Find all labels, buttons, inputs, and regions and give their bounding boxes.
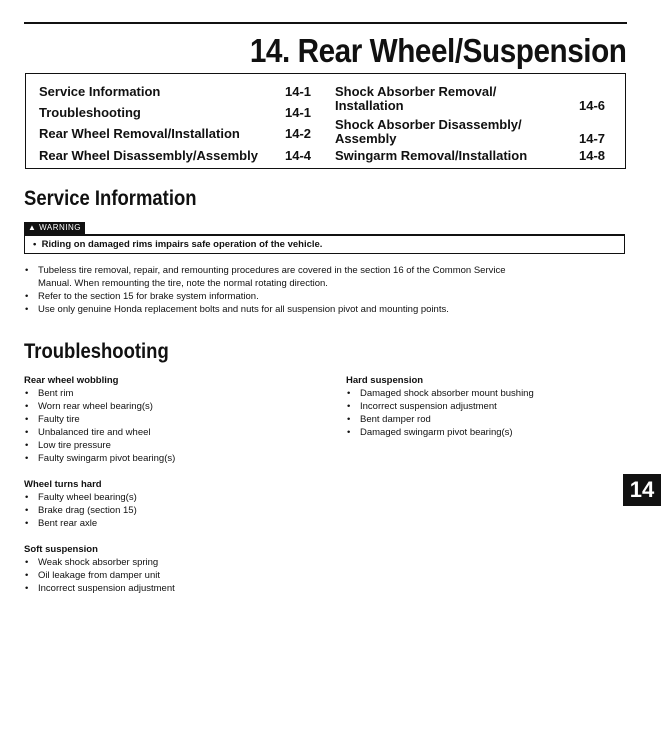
list-item: • Incorrect suspension adjustment (346, 400, 616, 413)
list-item: • Bent damper rod (346, 413, 616, 426)
chapter-tab[interactable]: 14 (623, 474, 661, 506)
toc-item-swingarm-removal[interactable]: Swingarm Removal/Installation (335, 148, 528, 163)
group-title: Soft suspension (24, 544, 98, 555)
list-item: • Faulty tire (24, 413, 324, 426)
list-item: • Worn rear wheel bearing(s) (24, 400, 324, 413)
troubleshooting-right-column (346, 374, 616, 439)
troubleshooting-left-column (24, 374, 324, 595)
top-rule (24, 22, 627, 24)
list-item: • Faulty swingarm pivot bearing(s) (24, 452, 324, 465)
toc-item-shock-removal-line1[interactable]: Shock Absorber Removal/ (335, 84, 497, 99)
toc-item-shock-disassembly-line1[interactable]: Shock Absorber Disassembly/ (335, 117, 522, 132)
table-of-contents (25, 73, 626, 169)
toc-page: 14-1 (285, 105, 312, 120)
toc-page: 14-6 (579, 98, 606, 113)
service-notes (24, 264, 629, 316)
group-title: Rear wheel wobbling (24, 375, 119, 386)
warning-triangle-icon: ▲ (28, 223, 37, 232)
list-item: • Damaged shock absorber mount bushing (346, 387, 616, 400)
note-item: • Use only genuine Honda replacement bolts and nuts for all suspension pivot and mounting points. (24, 303, 629, 316)
list-item: • Damaged swingarm pivot bearing(s) (346, 426, 616, 439)
note-item: • Refer to the section 15 for brake system information. (24, 290, 629, 303)
group-title: Wheel turns hard (24, 479, 102, 490)
toc-page: 14-2 (285, 126, 312, 141)
list-item: • Oil leakage from damper unit (24, 569, 324, 582)
list-item: • Weak shock absorber spring (24, 556, 324, 569)
list-item: • Brake drag (section 15) (24, 504, 324, 517)
list-item: • Low tire pressure (24, 439, 324, 452)
toc-page: 14-1 (285, 84, 312, 99)
toc-page: 14-7 (579, 131, 606, 146)
service-information-heading: Service Information (24, 187, 197, 210)
list-item: • Bent rear axle (24, 517, 324, 530)
troubleshooting-heading: Troubleshooting (24, 340, 169, 363)
list-item: • Bent rim (24, 387, 324, 400)
toc-item-shock-disassembly-line2[interactable]: Assembly (335, 131, 397, 146)
note-item: • Tubeless tire removal, repair, and remounting procedures are covered in the section 16 of the Common Service (24, 264, 629, 277)
list-item: • Faulty wheel bearing(s) (24, 491, 324, 504)
warning-badge (24, 222, 85, 234)
toc-page: 14-4 (285, 148, 312, 163)
toc-item-rear-wheel-removal[interactable]: Rear Wheel Removal/Installation (39, 126, 240, 141)
toc-item-rear-wheel-disassembly[interactable]: Rear Wheel Disassembly/Assembly (39, 148, 258, 163)
warning-text: • Riding on damaged rims impairs safe operation of the vehicle. (33, 239, 323, 250)
note-item-continued: Manual. When remounting the tire, note the normal rotating direction. (38, 278, 328, 289)
toc-item-shock-removal-line2[interactable]: Installation (335, 98, 404, 113)
warning-label: WARNING (39, 223, 82, 232)
toc-item-service-information[interactable]: Service Information (39, 84, 161, 99)
list-item: • Unbalanced tire and wheel (24, 426, 324, 439)
toc-page: 14-8 (579, 148, 606, 163)
group-title: Hard suspension (346, 375, 424, 386)
toc-item-troubleshooting[interactable]: Troubleshooting (39, 105, 141, 120)
list-item: • Incorrect suspension adjustment (24, 582, 324, 595)
warning-box (24, 234, 625, 254)
chapter-title: 14. Rear Wheel/Suspension (249, 32, 626, 69)
